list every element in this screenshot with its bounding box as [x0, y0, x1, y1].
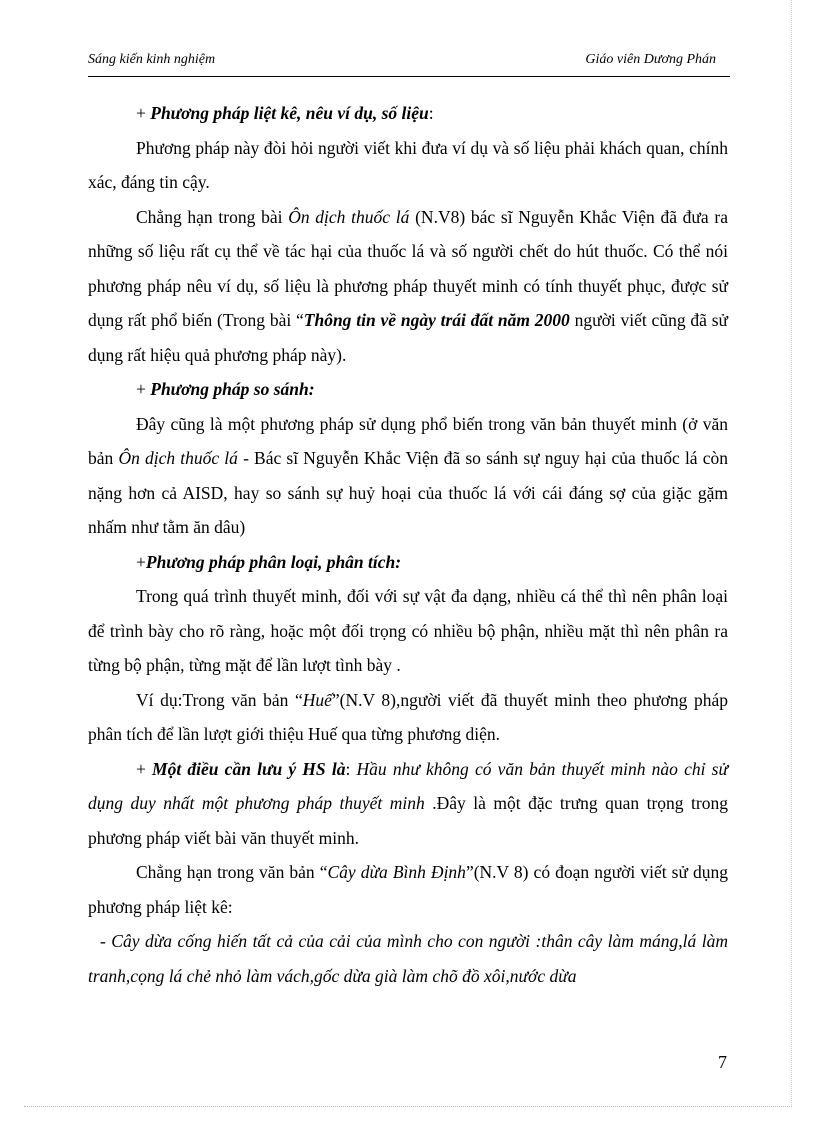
header-rule [88, 76, 730, 77]
paragraph: Ví dụ:Trong văn bản “Huế”(N.V 8),người viết đã thuyết minh theo phương pháp phân tích để lần lượt giới thiệu Huế qua từng phương diện. [88, 689, 728, 744]
paragraph: Trong quá trình thuyết minh, đối với sự vật đa dạng, nhiều cá thể thì nên phân loại để trình bày cho rõ ràng, hoặc một đối trọng có nhiều bộ phận, nhiều mặt thì nên phân ra từng bộ phận, từng mặt để lần lượt tình bày . [88, 586, 728, 675]
paragraph: Đây cũng là một phương pháp sử dụng phổ biến trong văn bản thuyết minh (ở văn bản Ôn dịch thuốc lá - Bác sĩ Nguyễn Khắc Viện đã so sánh sự nguy hại của thuốc lá còn nặng hơn cả AISD, hay so sánh sự huỷ hoại của thuốc lá với cái đáng sợ của giặc gặm nhấm như tằm ăn dâu) [88, 413, 728, 537]
paragraph: Chẳng hạn trong bài Ôn dịch thuốc lá (N.V8) bác sĩ Nguyễn Khắc Viện đã đưa ra những số liệu rất cụ thể về tác hại của thuốc lá và số người chết do hút thuốc. Có thể nói phương pháp nêu ví dụ, số liệu là phương pháp thuyết minh có tính thuyết phục, được sử dụng rất phổ biến (Trong bài “Thông tin về ngày trái đất năm 2000 người viết cũng đã sử dụng rất hiệu quả phương pháp này). [88, 206, 729, 365]
page-number: 7 [718, 1052, 727, 1072]
header-left: Sáng kiến kinh nghiệm [88, 52, 216, 67]
section-heading-comparison: + Phương pháp so sánh: [136, 379, 315, 399]
section-heading-enumeration: + Phương pháp liệt kê, nêu ví dụ, số liệu: [136, 103, 434, 123]
note-paragraph: + Một điều cần lưu ý HS là: Hầu như không có văn bản thuyết minh nào chỉ sử dụng duy nhất một phương pháp thuyết minh .Đây là một đặc trưng quan trọng trong phương pháp viết bài văn thuyết minh. [88, 758, 728, 848]
document-body [88, 96, 728, 993]
paragraph: Phương pháp này đòi hỏi người viết khi đưa ví dụ và số liệu phải khách quan, chính xác, đáng tin cậy. [88, 137, 728, 192]
header-right: Giáo viên Dương Phán [585, 52, 716, 67]
page-border-bottom [24, 1106, 792, 1107]
paragraph: Chẳng hạn trong văn bản “Cây dừa Bình Định”(N.V 8) có đoạn người viết sử dụng phương pháp liệt kê: [88, 862, 728, 917]
page-border-right [791, 0, 792, 1107]
quoted-excerpt: - Cây dừa cống hiến tất cả của cải của mình cho con người :thân cây làm máng,lá làm tranh,cọng lá chẻ nhỏ làm vách,gốc dừa già làm chõ đồ xôi,nước dừa [88, 931, 728, 986]
section-heading-classification: +Phương pháp phân loại, phân tích: [136, 551, 402, 572]
